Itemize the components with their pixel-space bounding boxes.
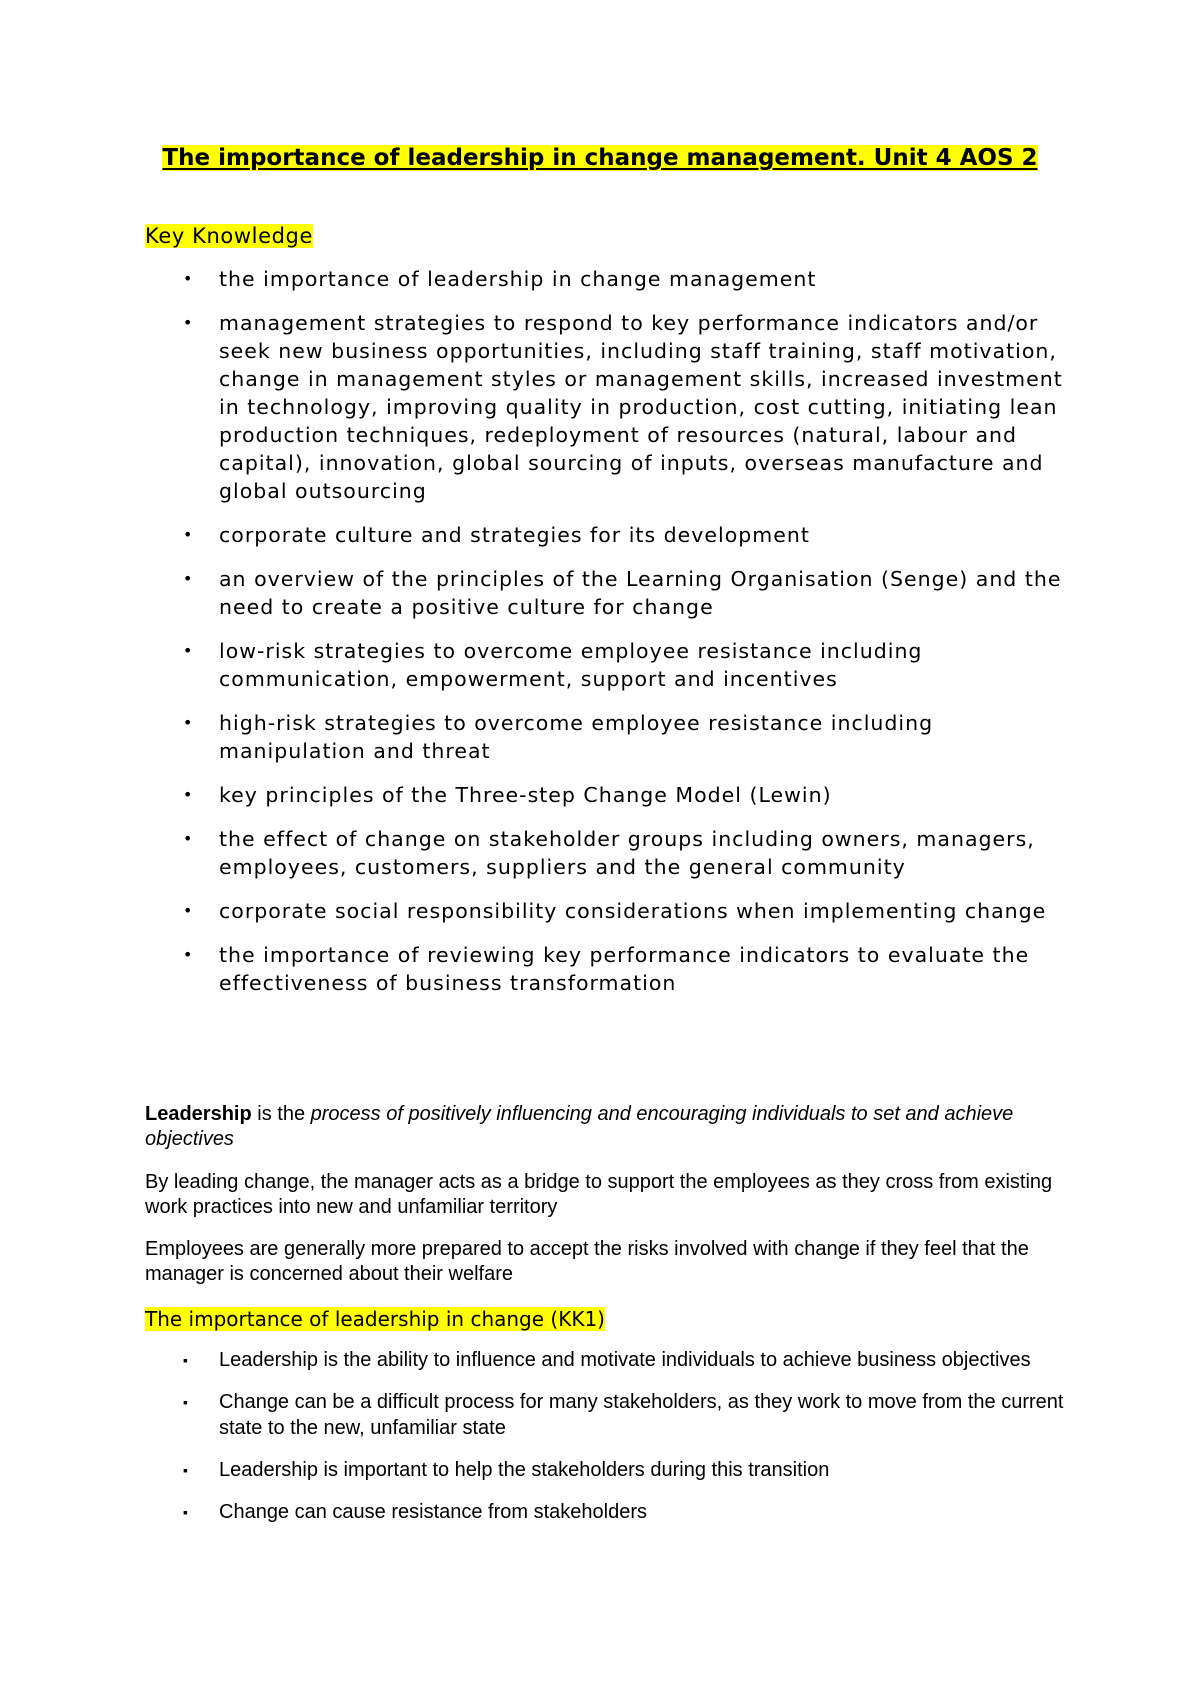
list-item-text: an overview of the principles of the Learning Organisation (Senge) and the need to create a positive culture for change — [219, 567, 1062, 619]
bullet-icon: • — [183, 945, 194, 964]
definition-meaning: process of positively influencing and encouraging individuals to set and achieve objectives — [145, 1103, 1014, 1150]
bullet-icon: • — [183, 785, 194, 804]
key-knowledge-list — [145, 265, 1075, 1013]
bullet-icon: • — [183, 901, 194, 920]
list-item-text: corporate social responsibility considerations when implementing change — [219, 899, 1047, 923]
list-item — [145, 781, 1075, 809]
list-item — [145, 1499, 1075, 1525]
list-item — [145, 1389, 1075, 1441]
bullet-icon: • — [183, 313, 194, 332]
list-item-text: the importance of reviewing key performance indicators to evaluate the effectiveness of business transformation — [219, 943, 1030, 995]
list-item — [145, 309, 1075, 505]
leadership-definition — [145, 1102, 1085, 1152]
list-item-text: management strategies to respond to key performance indicators and/or seek new business opportunities, including staff training, staff motivation, change in management styles or management skills, increased investment in technology, improving quality in production, cost cutting, initiating lean production techniques, redeployment of resources (natural, labour and capital), innovation, global sourcing of inputs, overseas manufacture and global outsourcing — [219, 311, 1063, 503]
list-item-text: Leadership is important to help the stakeholders during this transition — [219, 1459, 830, 1481]
kk1-heading — [145, 1306, 605, 1332]
bullet-icon: • — [183, 641, 194, 660]
page-title — [145, 143, 1055, 174]
square-bullet-icon: ▪ — [183, 1504, 188, 1520]
list-item-text: key principles of the Three-step Change Model (Lewin) — [219, 783, 832, 807]
bullet-icon: • — [183, 525, 194, 544]
page-title-text: The importance of leadership in change management. Unit 4 AOS 2 — [162, 145, 1038, 171]
square-bullet-icon: ▪ — [183, 1394, 188, 1410]
list-item-text: corporate culture and strategies for its development — [219, 523, 810, 547]
list-item — [145, 825, 1075, 881]
square-bullet-icon: ▪ — [183, 1462, 188, 1478]
list-item — [145, 565, 1075, 621]
list-item — [145, 941, 1075, 997]
list-item-text: Change can cause resistance from stakeholders — [219, 1501, 648, 1523]
list-item — [145, 709, 1075, 765]
list-item-text: high-risk strategies to overcome employee resistance including manipulation and threat — [219, 711, 934, 763]
bullet-icon: • — [183, 713, 194, 732]
list-item — [145, 265, 1075, 293]
definition-term: Leadership — [145, 1103, 252, 1125]
bullet-icon: • — [183, 269, 194, 288]
square-bullet-icon: ▪ — [183, 1352, 188, 1368]
list-item — [145, 637, 1075, 693]
key-knowledge-heading — [145, 222, 313, 250]
key-knowledge-heading-text: Key Knowledge — [145, 224, 313, 248]
paragraph-welfare: Employees are generally more prepared to accept the risks involved with change if they feel that the manager is concerned about their welfare — [145, 1238, 1029, 1285]
paragraph-bridge: By leading change, the manager acts as a bridge to support the employees as they cross from existing work practices into new and unfamiliar territory — [145, 1171, 1053, 1218]
definition-connector: is the — [251, 1103, 311, 1125]
list-item — [145, 1347, 1075, 1373]
kk1-list — [145, 1347, 1075, 1541]
list-item — [145, 897, 1075, 925]
kk1-heading-text: The importance of leadership in change (KK1) — [145, 1307, 605, 1331]
bullet-icon: • — [183, 829, 194, 848]
bullet-icon: • — [183, 569, 194, 588]
list-item-text: Change can be a difficult process for many stakeholders, as they work to move from the current state to the new, unfamiliar state — [219, 1391, 1064, 1439]
list-item — [145, 521, 1075, 549]
list-item — [145, 1457, 1075, 1483]
list-item-text: the importance of leadership in change management — [219, 267, 817, 291]
list-item-text: Leadership is the ability to influence and motivate individuals to achieve business objectives — [219, 1349, 1031, 1371]
list-item-text: low-risk strategies to overcome employee resistance including communication, empowerment, support and incentives — [219, 639, 923, 691]
list-item-text: the effect of change on stakeholder groups including owners, managers, employees, customers, suppliers and the general community — [219, 827, 1035, 879]
